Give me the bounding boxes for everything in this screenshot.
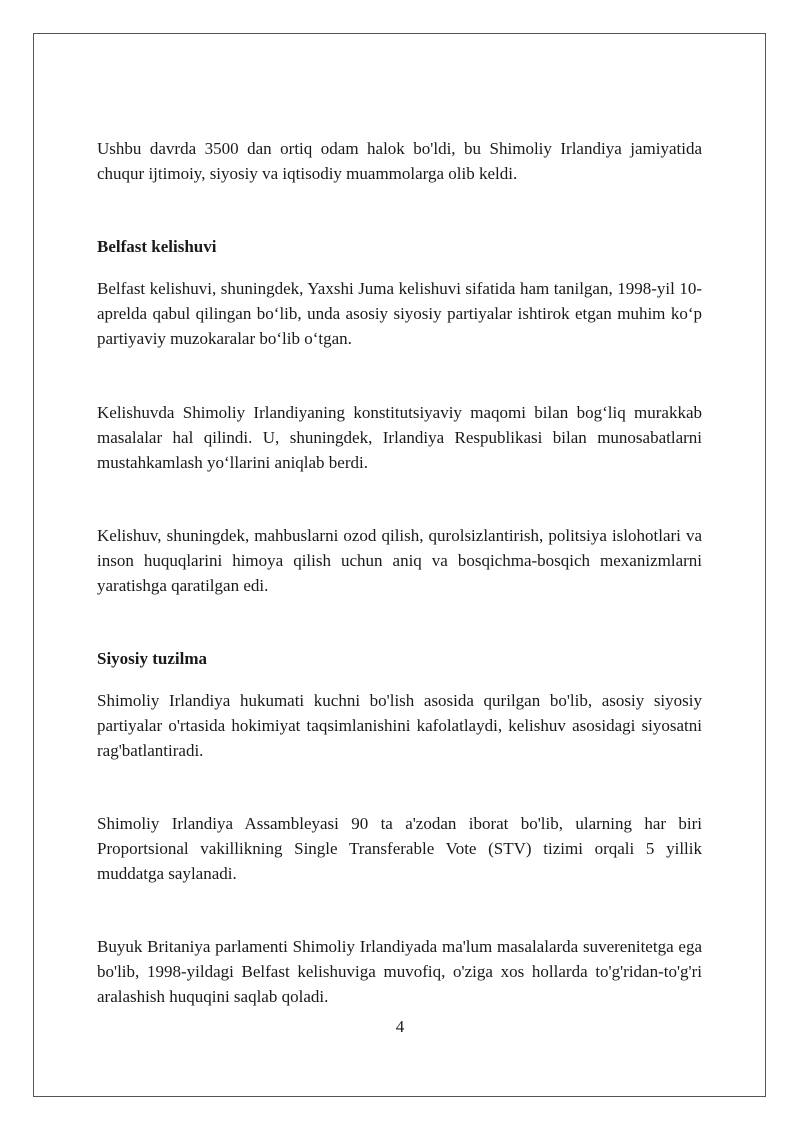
paragraph-uk-parliament: Buyuk Britaniya parlamenti Shimoliy Irlandiyada ma'lum masalalarda suverenitetga ega bo'lib, 1998-yildagi Belfast kelishuviga muvofiq, o'ziga xos hollarda to'g'ridan-to'g'ri aralashish huquqini saqlab qoladi. [97, 937, 702, 1006]
paragraph-power-sharing: Shimoliy Irlandiya hukumati kuchni bo'lish asosida qurilgan bo'lib, asosiy siyosiy partiyalar o'rtasida hokimiyat taqsimlanishini kafolatlaydi, kelishuv asosidagi siyosatni rag'batlantiradi. [97, 691, 702, 760]
heading-political-structure: Siyosiy tuzilma [97, 649, 208, 668]
paragraph-casualties: Ushbu davrda 3500 dan ortiq odam halok bo'ldi, bu Shimoliy Irlandiya jamiyatida chuqur ijtimoiy, siyosiy va iqtisodiy muammolarga olib keldi. [97, 139, 702, 183]
paragraph-prisoners-disarmament: Kelishuv, shuningdek, mahbuslarni ozod qilish, qurolsizlantirish, politsiya islohotlari va inson huquqlarini himoya qilish uchun aniq va bosqichma-bosqich mexanizmlarni yaratishga qaratilgan edi. [97, 526, 702, 595]
heading-belfast-agreement: Belfast kelishuvi [97, 237, 217, 256]
paragraph-assembly: Shimoliy Irlandiya Assambleyasi 90 ta a'zodan iborat bo'lib, ularning har biri Proportsional vakillikning Single Transferable Vote (STV) tizimi orqali 5 yillik muddatga saylanadi. [97, 814, 702, 883]
paragraph-constitutional-status: Kelishuvda Shimoliy Irlandiyaning konstitutsiyaviy maqomi bilan bog‘liq murakkab masalalar hal qilindi. U, shuningdek, Irlandiya Respublikasi bilan munosabatlarni mustahkamlash yo‘llarini aniqlab berdi. [97, 403, 702, 472]
page-number: 4 [395, 1017, 405, 1036]
page-content [97, 136, 702, 1009]
paragraph-belfast-intro: Belfast kelishuvi, shuningdek, Yaxshi Juma kelishuvi sifatida ham tanilgan, 1998-yil 10-aprelda qabul qilingan bo‘lib, unda asosiy siyosiy partiyalar ishtirok etgan muhim ko‘p partiyaviy muzokaralar bo‘lib o‘tgan. [97, 279, 702, 348]
